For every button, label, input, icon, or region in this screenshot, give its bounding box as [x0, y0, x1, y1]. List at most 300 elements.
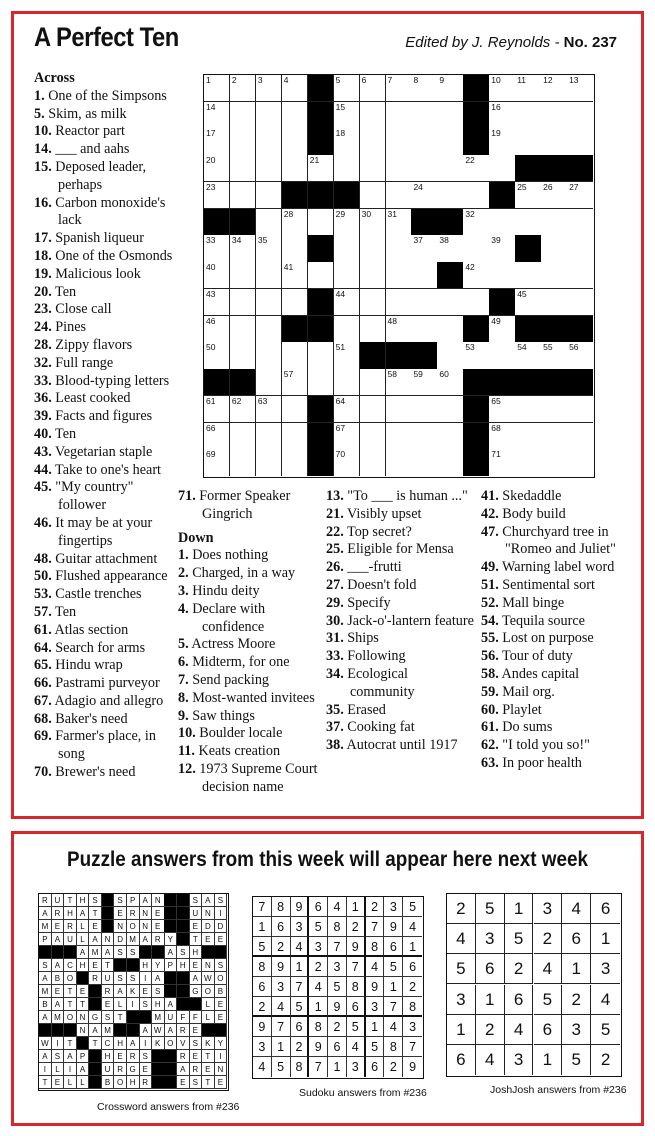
grid-cell[interactable] [541, 235, 567, 262]
grid-cell[interactable] [282, 289, 308, 316]
grid-cell[interactable] [204, 316, 230, 343]
answer-letter: A [39, 972, 52, 985]
grid-cell[interactable] [463, 289, 489, 316]
grid-cell[interactable] [204, 182, 230, 209]
grid-cell[interactable] [567, 289, 593, 316]
grid-cell[interactable] [489, 262, 515, 289]
grid-cell[interactable] [204, 396, 230, 423]
grid-cell[interactable] [204, 235, 230, 262]
grid-cell[interactable] [256, 369, 282, 396]
grid-cell[interactable] [282, 209, 308, 236]
grid-cell[interactable] [230, 102, 256, 129]
grid-cell[interactable] [282, 75, 308, 102]
grid-cell[interactable] [515, 289, 541, 316]
grid-cell[interactable] [230, 155, 256, 182]
grid-cell[interactable] [437, 423, 463, 450]
down-clue [481, 524, 631, 560]
sudoku-cell: 1 [309, 997, 328, 1017]
grid-cell[interactable] [230, 182, 256, 209]
grid-cell[interactable] [541, 289, 567, 316]
grid-cell[interactable] [515, 342, 541, 369]
cell-number: 20 [206, 155, 216, 166]
grid-cell[interactable] [411, 396, 437, 423]
grid-cell[interactable] [282, 235, 308, 262]
answer-letter: A [127, 1037, 140, 1050]
grid-cell[interactable] [334, 396, 360, 423]
grid-cell[interactable] [489, 449, 515, 476]
grid-cell[interactable] [411, 423, 437, 450]
grid-cell[interactable] [515, 423, 541, 450]
grid-cell[interactable] [360, 182, 386, 209]
grid-cell[interactable] [567, 75, 593, 102]
grid-cell[interactable] [437, 342, 463, 369]
answer-block [139, 946, 152, 959]
grid-cell[interactable] [386, 369, 412, 396]
grid-cell[interactable] [567, 235, 593, 262]
grid-cell[interactable] [334, 128, 360, 155]
grid-cell[interactable] [282, 369, 308, 396]
grid-block [515, 235, 541, 262]
answer-letter: A [114, 985, 127, 998]
sudoku-cell: 6 [384, 937, 403, 957]
grid-cell[interactable] [567, 262, 593, 289]
clue-number: 71. [178, 488, 196, 504]
joshjosh-cell: 6 [476, 954, 505, 984]
grid-cell[interactable] [386, 128, 412, 155]
grid-cell[interactable] [230, 316, 256, 343]
grid-cell[interactable] [386, 235, 412, 262]
cell-number: 22 [465, 155, 475, 166]
grid-cell[interactable] [256, 449, 282, 476]
clue-text: "My country" follower [51, 479, 134, 514]
cell-number: 67 [335, 422, 346, 433]
grid-cell[interactable] [489, 396, 515, 423]
grid-cell[interactable] [308, 209, 334, 236]
answer-letter: T [64, 985, 77, 998]
cell-number: 9 [439, 75, 445, 85]
grid-cell[interactable] [360, 289, 386, 316]
down-heading: Down [178, 529, 214, 546]
grid-cell[interactable] [308, 342, 334, 369]
grid-cell[interactable] [282, 342, 308, 369]
answer-block [127, 1011, 140, 1024]
answer-letter: U [164, 1011, 177, 1024]
across-clue [34, 764, 179, 782]
clue-text: Take to one's heart [51, 461, 161, 478]
grid-cell[interactable] [282, 396, 308, 423]
grid-cell[interactable] [463, 342, 489, 369]
grid-cell[interactable] [334, 369, 360, 396]
grid-cell[interactable] [334, 209, 360, 236]
answer-letter: E [189, 1024, 202, 1037]
down-clue [326, 577, 476, 595]
grid-cell[interactable] [541, 75, 567, 102]
grid-cell[interactable] [360, 423, 386, 450]
across-clue [34, 728, 179, 764]
grid-cell[interactable] [489, 423, 515, 450]
grid-cell[interactable] [541, 449, 567, 476]
grid-cell[interactable] [230, 235, 256, 262]
answer-letter: K [127, 985, 140, 998]
grid-block [463, 102, 489, 129]
grid-cell[interactable] [515, 75, 541, 102]
grid-cell[interactable] [489, 155, 515, 182]
answer-letter: M [152, 1011, 165, 1024]
grid-cell[interactable] [334, 235, 360, 262]
grid-cell[interactable] [437, 449, 463, 476]
grid-cell[interactable] [360, 209, 386, 236]
grid-cell[interactable] [334, 423, 360, 450]
grid-cell[interactable] [437, 182, 463, 209]
answer-block [89, 1063, 102, 1076]
cell-number: 13 [569, 75, 579, 85]
grid-cell[interactable] [256, 262, 282, 289]
grid-cell[interactable] [256, 155, 282, 182]
grid-cell[interactable] [256, 128, 282, 155]
grid-block [489, 182, 515, 209]
answer-letter: S [139, 998, 152, 1011]
grid-cell[interactable] [230, 262, 256, 289]
across-clue [34, 159, 179, 195]
grid-cell[interactable] [230, 449, 256, 476]
cell-number: 37 [413, 235, 423, 246]
sudoku-cell: 2 [366, 897, 385, 917]
grid-cell[interactable] [489, 209, 515, 236]
grid-cell[interactable] [360, 396, 386, 423]
grid-cell[interactable] [334, 155, 360, 182]
grid-cell[interactable] [411, 289, 437, 316]
grid-cell[interactable] [256, 316, 282, 343]
clue-number: 5. [34, 105, 45, 122]
grid-cell[interactable] [256, 182, 282, 209]
grid-cell[interactable] [334, 449, 360, 476]
joshjosh-cell: 1 [447, 1015, 476, 1045]
grid-cell[interactable] [411, 449, 437, 476]
grid-cell[interactable] [256, 289, 282, 316]
sudoku-cell: 9 [309, 1037, 328, 1057]
grid-cell[interactable] [411, 102, 437, 129]
across-clue [34, 301, 179, 319]
across-clue [34, 248, 179, 266]
grid-cell[interactable] [489, 342, 515, 369]
grid-cell[interactable] [386, 289, 412, 316]
grid-cell[interactable] [463, 262, 489, 289]
clue-text: Top secret? [343, 523, 412, 540]
clue-text: Malicious look [51, 265, 141, 282]
answer-block [177, 998, 190, 1011]
answer-letter: N [77, 1011, 90, 1024]
grid-cell[interactable] [386, 182, 412, 209]
grid-cell[interactable] [334, 289, 360, 316]
grid-cell[interactable] [334, 75, 360, 102]
grid-block [204, 369, 230, 396]
grid-cell[interactable] [515, 182, 541, 209]
grid-cell[interactable] [334, 102, 360, 129]
answer-letter: E [52, 1076, 65, 1089]
down-clue [326, 524, 476, 542]
grid-cell[interactable] [360, 449, 386, 476]
answer-letter: O [127, 920, 140, 933]
grid-cell[interactable] [282, 128, 308, 155]
grid-cell[interactable] [360, 235, 386, 262]
grid-cell[interactable] [489, 102, 515, 129]
grid-cell[interactable] [463, 209, 489, 236]
down-clue [178, 672, 328, 690]
clue-text: Least cooked [51, 390, 131, 407]
grid-cell[interactable] [360, 262, 386, 289]
grid-cell[interactable] [437, 289, 463, 316]
grid-cell[interactable] [334, 342, 360, 369]
grid-cell[interactable] [411, 75, 437, 102]
grid-cell[interactable] [463, 155, 489, 182]
cell-number: 59 [413, 369, 423, 380]
grid-cell[interactable] [204, 155, 230, 182]
cell-number: 18 [335, 128, 346, 139]
sudoku-cell: 8 [309, 1017, 328, 1037]
grid-cell[interactable] [386, 449, 412, 476]
grid-cell[interactable] [541, 396, 567, 423]
down-clue [178, 725, 328, 743]
grid-cell[interactable] [204, 128, 230, 155]
grid-cell[interactable] [256, 423, 282, 450]
grid-cell[interactable] [256, 235, 282, 262]
grid-cell[interactable] [411, 128, 437, 155]
grid-cell[interactable] [463, 182, 489, 209]
grid-cell[interactable] [567, 342, 593, 369]
across-clue [34, 640, 179, 658]
answer-block [152, 946, 165, 959]
down-clue [481, 666, 631, 684]
grid-cell[interactable] [515, 262, 541, 289]
joshjosh-cell: 4 [534, 954, 563, 984]
grid-cell[interactable] [541, 342, 567, 369]
grid-cell[interactable] [567, 182, 593, 209]
grid-cell[interactable] [204, 342, 230, 369]
answer-letter: A [164, 1024, 177, 1037]
grid-cell[interactable] [360, 102, 386, 129]
grid-cell[interactable] [541, 423, 567, 450]
grid-cell[interactable] [437, 369, 463, 396]
answer-block [152, 1076, 165, 1089]
clue-text: Carbon monoxide's lack [51, 194, 166, 229]
answer-letter: T [64, 998, 77, 1011]
cell-number: 23 [206, 181, 216, 192]
grid-cell[interactable] [282, 449, 308, 476]
grid-cell[interactable] [489, 316, 515, 343]
grid-cell[interactable] [541, 262, 567, 289]
grid-cell[interactable] [541, 209, 567, 236]
joshjosh-cell: 5 [591, 1015, 620, 1045]
grid-cell[interactable] [541, 182, 567, 209]
grid-cell[interactable] [386, 396, 412, 423]
grid-cell[interactable] [230, 342, 256, 369]
grid-cell[interactable] [411, 369, 437, 396]
grid-cell[interactable] [541, 102, 567, 129]
answer-letter: A [164, 998, 177, 1011]
grid-cell[interactable] [360, 316, 386, 343]
grid-cell[interactable] [386, 209, 412, 236]
grid-block [515, 369, 541, 396]
grid-cell[interactable] [567, 128, 593, 155]
cell-number: 19 [491, 128, 501, 139]
grid-cell[interactable] [411, 235, 437, 262]
grid-cell[interactable] [230, 423, 256, 450]
grid-cell[interactable] [308, 262, 334, 289]
answer-letter: A [189, 972, 202, 985]
cell-number: 62 [231, 395, 242, 406]
grid-cell[interactable] [308, 369, 334, 396]
grid-cell[interactable] [230, 75, 256, 102]
grid-cell[interactable] [437, 235, 463, 262]
cell-number: 58 [387, 369, 397, 380]
down-clue [326, 595, 476, 613]
sudoku-cell: 1 [384, 977, 403, 997]
crossword-answers-grid [38, 893, 229, 1091]
answer-block [89, 998, 102, 1011]
answer-letter: H [77, 959, 90, 972]
grid-cell[interactable] [437, 155, 463, 182]
grid-cell[interactable] [204, 289, 230, 316]
grid-cell[interactable] [411, 316, 437, 343]
down-clue [481, 506, 631, 524]
grid-cell[interactable] [386, 316, 412, 343]
sudoku-cell: 3 [272, 977, 291, 997]
grid-cell[interactable] [489, 128, 515, 155]
down-clue [326, 630, 476, 648]
grid-cell[interactable] [386, 75, 412, 102]
cell-number: 69 [206, 449, 216, 460]
grid-cell[interactable] [437, 75, 463, 102]
grid-cell[interactable] [515, 209, 541, 236]
cell-number: 35 [257, 235, 268, 246]
clue-text: Do sums [498, 719, 553, 736]
grid-cell[interactable] [204, 75, 230, 102]
grid-cell[interactable] [567, 209, 593, 236]
grid-cell[interactable] [282, 102, 308, 129]
clue-text: "To ___ is human ..." [343, 488, 468, 504]
grid-cell[interactable] [515, 449, 541, 476]
answer-letter: E [52, 920, 65, 933]
grid-cell[interactable] [567, 102, 593, 129]
answer-letter: R [52, 907, 65, 920]
grid-cell[interactable] [360, 75, 386, 102]
grid-cell[interactable] [567, 423, 593, 450]
sudoku-cell: 6 [272, 917, 291, 937]
grid-cell[interactable] [567, 449, 593, 476]
sudoku-cell: 6 [403, 957, 422, 977]
grid-cell[interactable] [282, 262, 308, 289]
sudoku-cell: 1 [328, 1057, 347, 1077]
grid-cell[interactable] [204, 262, 230, 289]
grid-cell[interactable] [256, 75, 282, 102]
grid-block [308, 182, 334, 209]
clue-number: 51. [481, 576, 499, 593]
answer-block [177, 972, 190, 985]
sudoku-cell: 6 [291, 1017, 310, 1037]
grid-cell[interactable] [230, 128, 256, 155]
grid-cell[interactable] [386, 423, 412, 450]
grid-cell[interactable] [411, 182, 437, 209]
clue-number: 12. [178, 760, 196, 777]
grid-cell[interactable] [411, 155, 437, 182]
grid-cell[interactable] [437, 128, 463, 155]
grid-block [308, 316, 334, 343]
grid-cell[interactable] [308, 155, 334, 182]
grid-cell[interactable] [360, 155, 386, 182]
grid-cell[interactable] [204, 449, 230, 476]
grid-cell[interactable] [256, 342, 282, 369]
clue-text: Ten [51, 603, 77, 620]
joshjosh-cell: 6 [505, 985, 534, 1015]
grid-cell[interactable] [541, 128, 567, 155]
grid-cell[interactable] [230, 396, 256, 423]
answer-letter: E [114, 907, 127, 920]
grid-cell[interactable] [334, 262, 360, 289]
editor-credit: Edited by J. Reynolds - [405, 34, 564, 51]
grid-cell[interactable] [437, 316, 463, 343]
grid-cell[interactable] [489, 235, 515, 262]
clue-text: Erased [343, 701, 386, 718]
grid-cell[interactable] [463, 235, 489, 262]
grid-cell[interactable] [515, 128, 541, 155]
grid-cell[interactable] [256, 396, 282, 423]
grid-cell[interactable] [515, 102, 541, 129]
answer-block [52, 946, 65, 959]
answer-letter: H [77, 894, 90, 907]
grid-cell[interactable] [411, 262, 437, 289]
cell-number: 55 [543, 342, 553, 353]
grid-cell[interactable] [334, 316, 360, 343]
grid-block [463, 369, 489, 396]
grid-cell[interactable] [386, 102, 412, 129]
sudoku-cell: 9 [328, 997, 347, 1017]
clue-text: Atlas section [51, 621, 129, 638]
grid-cell[interactable] [386, 262, 412, 289]
answer-letter: T [64, 894, 77, 907]
answer-letter: A [77, 946, 90, 959]
cell-number: 12 [543, 75, 553, 85]
clue-number: 32. [34, 354, 52, 371]
grid-cell[interactable] [489, 75, 515, 102]
grid-cell[interactable] [204, 423, 230, 450]
cell-number: 46 [206, 315, 216, 326]
joshjosh-cell: 2 [505, 954, 534, 984]
sudoku-cell: 5 [309, 917, 328, 937]
grid-cell[interactable] [256, 102, 282, 129]
grid-cell[interactable] [360, 128, 386, 155]
grid-cell[interactable] [230, 289, 256, 316]
grid-cell[interactable] [386, 155, 412, 182]
answer-letter: S [114, 946, 127, 959]
grid-cell[interactable] [360, 369, 386, 396]
joshjosh-cell: 4 [591, 985, 620, 1015]
grid-block [386, 342, 412, 369]
grid-cell[interactable] [204, 102, 230, 129]
grid-cell[interactable] [567, 396, 593, 423]
across-clue [34, 657, 179, 675]
grid-cell[interactable] [437, 396, 463, 423]
across-clue [34, 230, 179, 248]
grid-cell[interactable] [437, 102, 463, 129]
grid-cell[interactable] [282, 423, 308, 450]
answers-heading: Puzzle answers from this week will appear here next week [66, 848, 589, 871]
clue-number: 13. [326, 488, 344, 504]
grid-cell[interactable] [515, 396, 541, 423]
joshjosh-cell: 5 [505, 924, 534, 954]
clue-number: 23. [34, 301, 52, 318]
grid-cell[interactable] [256, 209, 282, 236]
grid-cell[interactable] [282, 155, 308, 182]
